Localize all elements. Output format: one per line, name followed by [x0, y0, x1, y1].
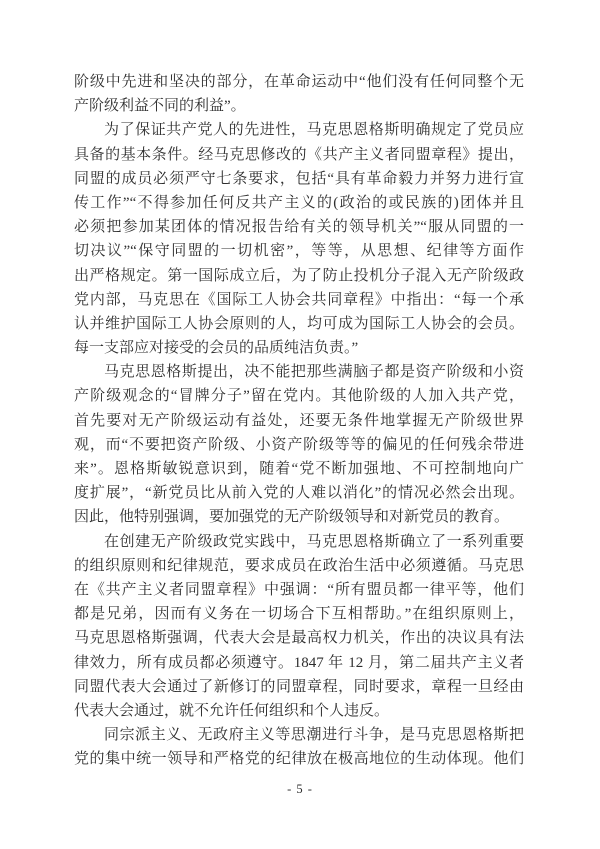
text-line: 具备的基本条件。经马克思修改的《共产主义者同盟章程》提出，	[74, 146, 524, 163]
text-line: 同盟代表大会通过了新修订的同盟章程，同时要求，章程一旦经由	[74, 678, 524, 695]
text-line: 同宗派主义、无政府主义等思潮进行斗争，是马克思恩格斯把	[104, 727, 524, 744]
text-line: 同盟的成员必须严守七条要求，包括“具有革命毅力并努力进行宣	[74, 170, 524, 187]
text-line: 切决议”“保守同盟的一切机密”，等等，从思想、纪律等方面作	[74, 243, 524, 260]
text-line: 马克思恩格斯强调，代表大会是最高权力机关，作出的决议具有法	[74, 630, 524, 647]
text-line: 律效力，所有成员都必须遵守。1847 年 12 月，第二届共产主义者	[74, 654, 524, 671]
text-line: 为了保证共产党人的先进性，马克思恩格斯明确规定了党员应	[104, 122, 524, 139]
text-line: 来”。恩格斯敏锐意识到，随着“党不断加强地、不可控制地向广	[74, 461, 524, 477]
text-line: 党内部，马克思在《国际工人协会共同章程》中指出：“每一个承	[74, 291, 524, 308]
text-line: 观，而“不要把资产阶级、小资产阶级等等的偏见的任何残余带进	[74, 436, 524, 453]
text-line: 阶级中先进和坚决的部分，在革命运动中“他们没有任何同整个无	[74, 74, 524, 90]
text-block	[74, 70, 524, 771]
text-line: 传工作”“不得参加任何反共产主义的(政治的或民族的)团体并且	[74, 194, 524, 211]
text-line: 都是兄弟，因而有义务在一切场合下互相帮助。”在组织原则上，	[74, 606, 524, 623]
text-line: 在创建无产阶级政党实践中，马克思恩格斯确立了一系列重要	[104, 533, 524, 550]
text-line: 党的集中统一领导和严格党的纪律放在极高地位的生动体现。他们	[74, 751, 524, 768]
text-line: 必须把参加某团体的情况报告给有关的领导机关”“服从同盟的一	[74, 219, 524, 236]
text-line: 认并维护国际工人协会原则的人，均可成为国际工人协会的会员。	[74, 315, 524, 332]
text-line: 每一支部应对接受的会员的品质纯洁负责。”	[74, 340, 359, 357]
text-line: 因此，他特别强调，要加强党的无产阶级领导和对新党员的教育。	[74, 509, 510, 526]
text-line: 出严格规定。第一国际成立后，为了防止投机分子混入无产阶级政	[74, 267, 524, 284]
text-line: 产阶级观念的“冒牌分子”留在党内。其他阶级的人加入共产党，	[74, 388, 524, 405]
text-line: 马克思恩格斯提出，决不能把那些满脑子都是资产阶级和小资	[104, 364, 524, 381]
text-line: 产阶级利益不同的利益”。	[74, 98, 246, 115]
text-line: 的组织原则和纪律规范，要求成员在政治生活中必须遵循。马克思	[74, 557, 524, 574]
text-line: 在《共产主义者同盟章程》中强调：“所有盟员都一律平等，他们	[74, 581, 524, 598]
text-line: 首先要对无产阶级运动有益处，还要无条件地掌握无产阶级世界	[74, 412, 524, 429]
text-line: 代表大会通过，就不允许任何组织和个人违反。	[74, 702, 390, 719]
page-number: - 5 -	[287, 782, 313, 796]
text-line: 度扩展”，“新党员比从前入党的人难以消化”的情况必然会出现。	[74, 485, 524, 502]
